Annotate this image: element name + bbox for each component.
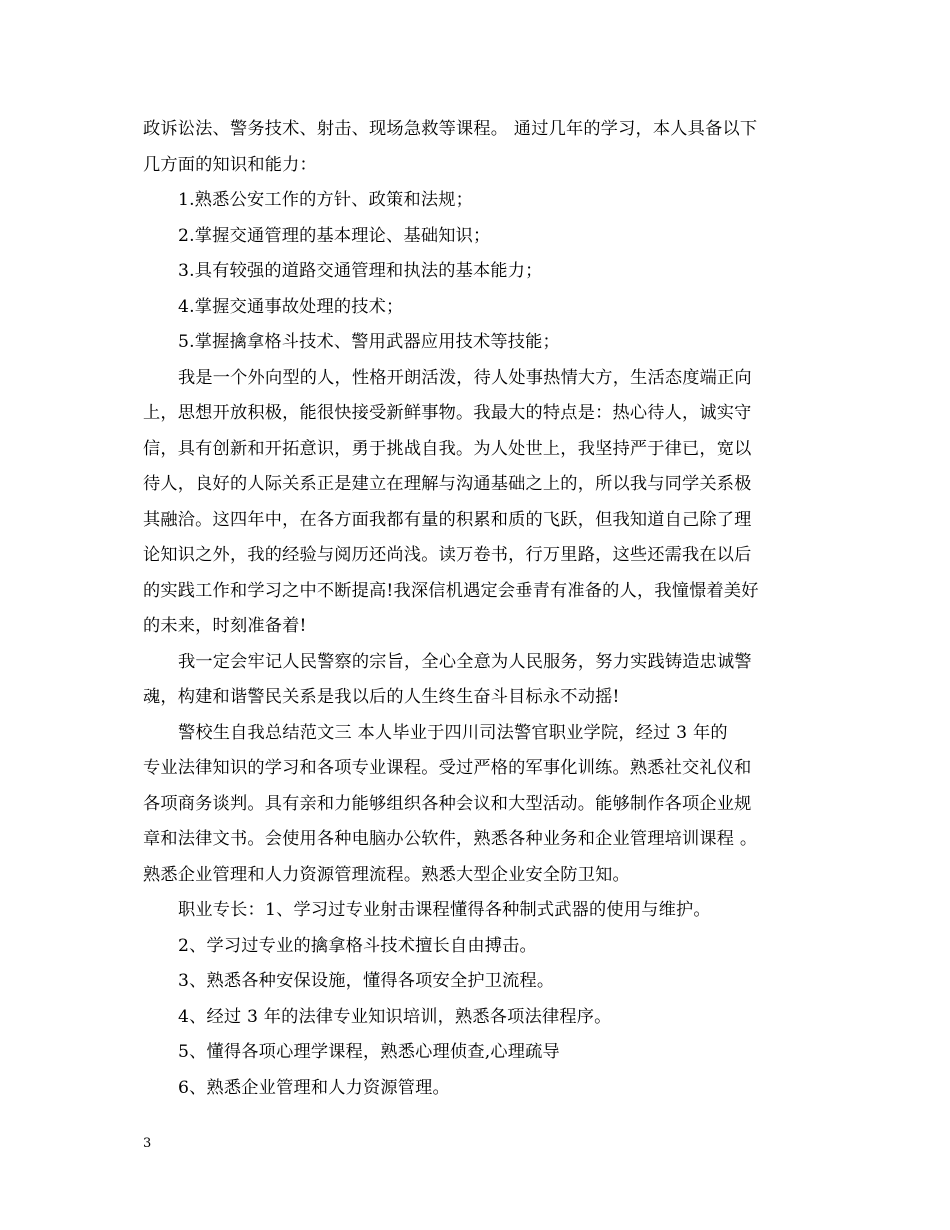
text-line: 政诉讼法、警务技术、射击、现场急救等课程。 通过几年的学习，本人具备以下 — [143, 119, 758, 139]
text-line: 3.具有较强的道路交通管理和执法的基本能力； — [178, 261, 543, 281]
text-line: 6、熟悉企业管理和人力资源管理。 — [178, 1077, 450, 1098]
text-line: 1.熟悉公安工作的方针、政策和法规； — [178, 190, 474, 210]
text-line: 4、经过 3 年的法律专业知识培训，熟悉各项法律程序。 — [178, 1006, 612, 1027]
text-line: 3、熟悉各种安保设施，懂得各项安全护卫流程。 — [178, 971, 555, 991]
text-line: 我是一个外向型的人，性格开朗活泼，待人处事热情大方，生活态度端正向 — [178, 367, 752, 388]
text-line: 专业法律知识的学习和各项专业课程。受过严格的军事化训练。熟悉社交礼仪和 — [143, 758, 752, 778]
text-line: 4.掌握交通事故处理的技术； — [178, 296, 404, 317]
text-line: 信，具有创新和开拓意识，勇于挑战自我。为人处世上，我坚持严于律已，宽以 — [143, 438, 752, 459]
text-line: 几方面的知识和能力： — [143, 154, 317, 175]
text-line: 章和法律文书。会使用各种电脑办公软件，熟悉各种业务和企业管理培训课程 。 — [143, 829, 758, 849]
text-line: 警校生自我总结范文三 本人毕业于四川司法警官职业学院，经过 3 年的 — [178, 722, 728, 743]
text-line: 论知识之外，我的经验与阅历还尚浅。读万卷书，行万里路，这些还需我在以后 — [143, 545, 752, 565]
text-line: 我一定会牢记人民警察的宗旨，全心全意为人民服务，努力实践铸造忠诚警 — [178, 651, 752, 672]
text-line: 魂，构建和谐警民关系是我以后的人生终生奋斗目标永不动摇! — [143, 687, 620, 707]
text-line: 的未来，时刻准备着! — [143, 616, 307, 636]
text-line: 待人，良好的人际关系正是建立在理解与沟通基础之上的，所以我与同学关系极 — [143, 474, 752, 494]
document-body — [143, 112, 813, 1106]
text-line: 其融洽。这四年中，在各方面我都有量的积累和质的飞跃，但我知道自己除了理 — [143, 509, 752, 530]
page-number: 3 — [143, 1136, 152, 1151]
text-line: 各项商务谈判。具有亲和力能够组织各种会议和大型活动。能够制作各项企业规 — [143, 793, 752, 814]
text-line: 5.掌握擒拿格斗技术、警用武器应用技术等技能； — [178, 332, 560, 352]
text-line: 职业专长：1、学习过专业射击课程懂得各种制式武器的使用与维护。 — [178, 900, 711, 920]
text-line: 2.掌握交通管理的基本理论、基础知识； — [178, 225, 491, 246]
text-line: 的实践工作和学习之中不断提高!我深信机遇定会垂青有准备的人，我憧憬着美好 — [143, 580, 759, 601]
text-line: 2、学习过专业的擒拿格斗技术擅长自由搏击。 — [178, 935, 537, 956]
text-line: 上，思想开放积极，能很快接受新鲜事物。我最大的特点是：热心待人，诚实守 — [143, 403, 752, 423]
text-line: 熟悉企业管理和人力资源管理流程。熟悉大型企业安全防卫知。 — [143, 864, 630, 885]
text-line: 5、懂得各项心理学课程，熟悉心理侦查,心理疏导 — [178, 1042, 560, 1062]
